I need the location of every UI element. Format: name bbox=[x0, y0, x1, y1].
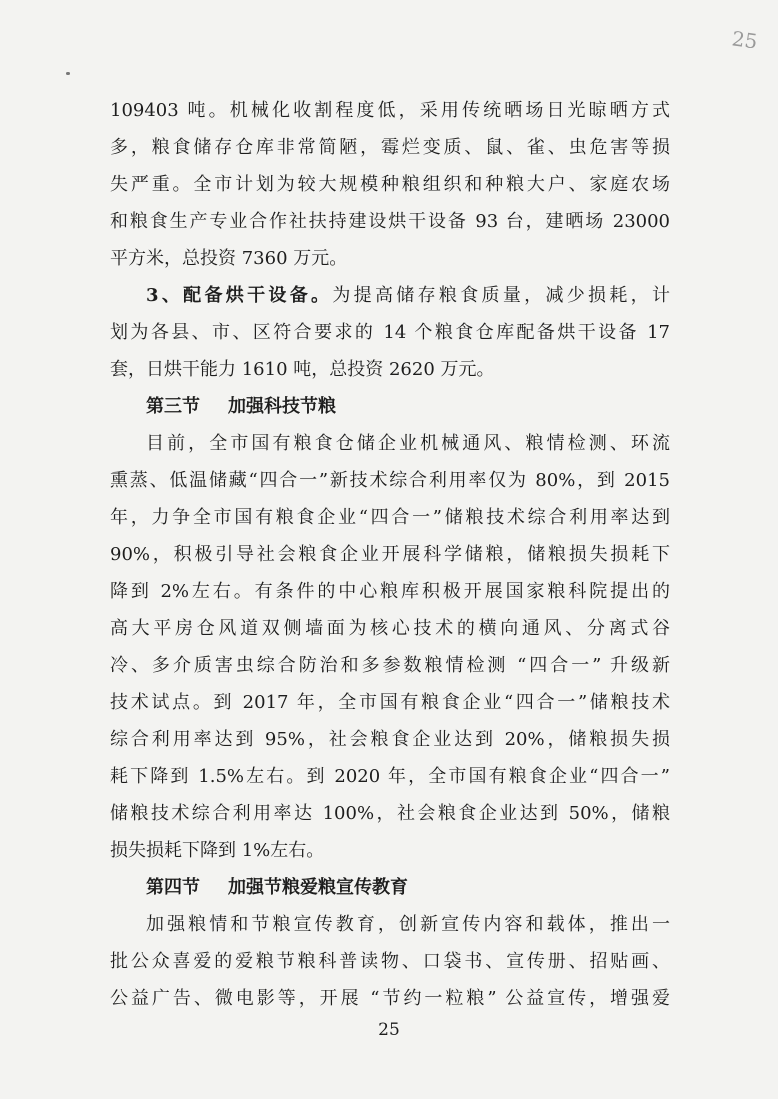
item-3-first-line bbox=[110, 277, 670, 314]
body-line: 平方米，总投资 7360 万元。 bbox=[110, 248, 348, 269]
body-line: 套，日烘干能力 1610 吨，总投资 2620 万元。 bbox=[110, 359, 495, 380]
body-line: 失严重。全市计划为较大规模种粮组织和种粮大户、家庭农场 bbox=[110, 174, 670, 195]
handwritten-page-mark: 25 bbox=[730, 26, 759, 54]
item-3-text: 为提高储存粮食质量，减少损耗，计 bbox=[332, 285, 670, 306]
body-line: 批公众喜爱的爱粮节粮科普读物、口袋书、宣传册、招贴画、 bbox=[110, 951, 670, 972]
scan-speck bbox=[66, 72, 70, 75]
section-3-heading bbox=[110, 388, 670, 425]
section-4-title: 加强节粮爱粮宣传教育 bbox=[228, 877, 408, 898]
item-3-title: 3、配备烘干设备。 bbox=[146, 285, 333, 306]
body-line: 和粮食生产专业合作社扶持建设烘干设备 93 台，建晒场 23000 bbox=[110, 211, 670, 232]
section-3-number: 第三节 bbox=[146, 396, 200, 417]
body-line: 目前，全市国有粮食仓储企业机械通风、粮情检测、环流 bbox=[146, 433, 670, 454]
body-line: 高大平房仓风道双侧墙面为核心技术的横向通风、分离式谷 bbox=[110, 618, 670, 639]
body-line: 年，力争全市国有粮食企业“四合一”储粮技术综合利用率达到 bbox=[110, 507, 670, 528]
body-line: 储粮技术综合利用率达 100%，社会粮食企业达到 50%，储粮 bbox=[110, 803, 670, 824]
body-line: 综合利用率达到 95%，社会粮食企业达到 20%，储粮损失损 bbox=[110, 729, 670, 750]
body-line: 109403 吨。机械化收割程度低，采用传统晒场日光晾晒方式 bbox=[110, 100, 670, 121]
body-line: 技术试点。到 2017 年，全市国有粮食企业“四合一”储粮技术 bbox=[110, 692, 670, 713]
body-line: 熏蒸、低温储藏“四合一”新技术综合利用率仅为 80%，到 2015 bbox=[110, 470, 670, 491]
body-line: 损失损耗下降到 1%左右。 bbox=[110, 840, 325, 861]
body-line: 公益广告、微电影等，开展 “节约一粒粮” 公益宣传，增强爱 bbox=[110, 988, 670, 1009]
section-4-heading bbox=[110, 869, 670, 906]
body-line: 耗下降到 1.5%左右。到 2020 年，全市国有粮食企业“四合一” bbox=[110, 766, 670, 787]
body-line: 加强粮情和节粮宣传教育，创新宣传内容和载体，推出一 bbox=[146, 914, 670, 935]
body-line: 冷、多介质害虫综合防治和多参数粮情检测 “四合一” 升级新 bbox=[110, 655, 670, 676]
body-line: 降到 2%左右。有条件的中心粮库积极开展国家粮科院提出的 bbox=[110, 581, 670, 602]
body-line: 划为各县、市、区符合要求的 14 个粮食仓库配备烘干设备 17 bbox=[110, 322, 670, 343]
page-body bbox=[110, 92, 670, 1017]
page-number: 25 bbox=[378, 1020, 400, 1040]
section-4-number: 第四节 bbox=[146, 877, 200, 898]
body-line: 多，粮食储存仓库非常简陋，霉烂变质、鼠、雀、虫危害等损 bbox=[110, 137, 670, 158]
body-line: 90%，积极引导社会粮食企业开展科学储粮，储粮损失损耗下 bbox=[110, 544, 670, 565]
section-3-title: 加强科技节粮 bbox=[228, 396, 336, 417]
